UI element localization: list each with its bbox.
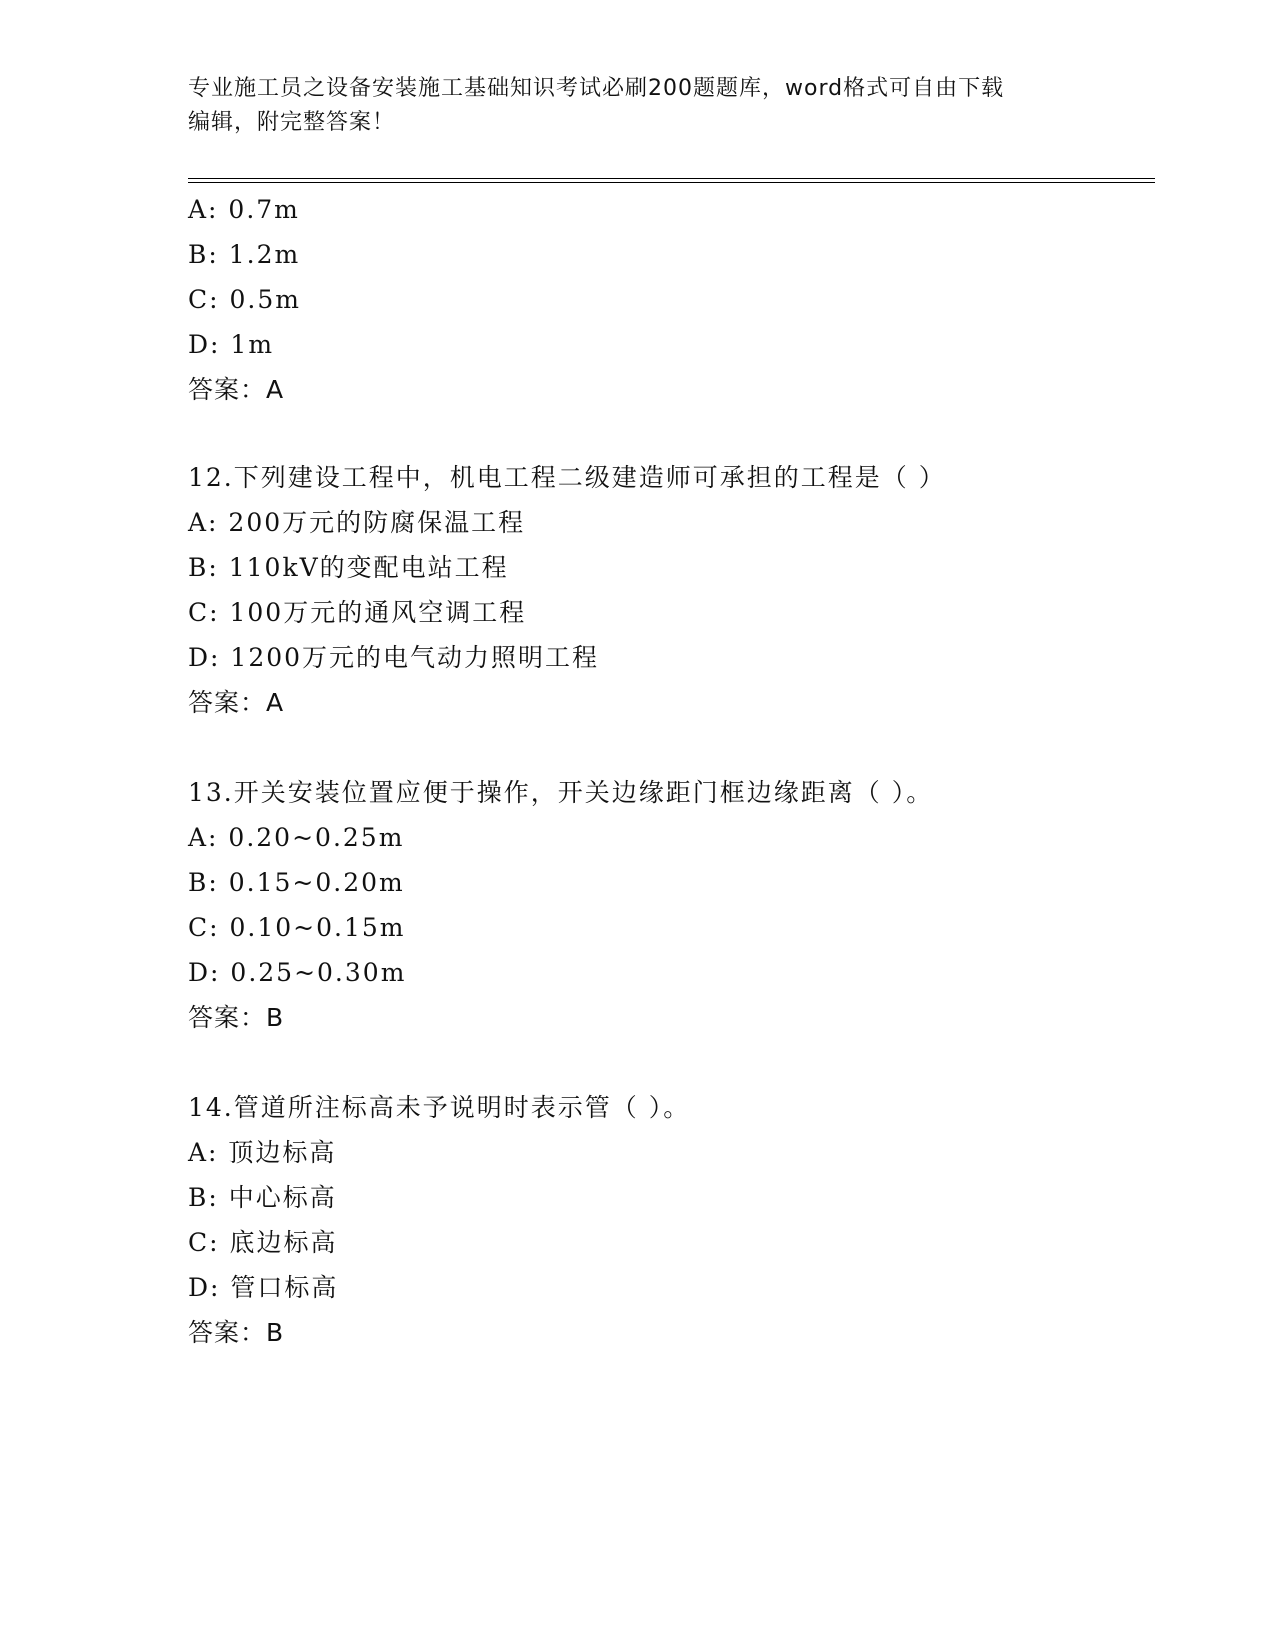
q13-option-c: C: 0.10~0.15m [188,913,406,942]
q12-answer: 答案：A [188,688,285,717]
header-divider-bottom [188,182,1155,183]
q13-option-b: B: 0.15~0.20m [188,868,405,897]
header-line-1: 专业施工员之设备安装施工基础知识考试必刷200题题库，word格式可自由下载 [188,76,1005,101]
q12-option-c: C: 100万元的通风空调工程 [188,598,527,627]
q13-option-a: A: 0.20~0.25m [188,823,405,852]
q14-option-a: A: 顶边标高 [188,1138,337,1167]
header-line-2: 编辑，附完整答案！ [188,110,396,135]
q13-answer: 答案：B [188,1003,285,1032]
q12-option-a: A: 200万元的防腐保温工程 [188,508,526,537]
q12-option-d: D: 1200万元的电气动力照明工程 [188,643,600,672]
q13-question: 13.开关安装位置应便于操作，开关边缘距门框边缘距离（ ）。 [188,778,934,807]
q11-option-b: B: 1.2m [188,240,301,269]
q14-answer: 答案：B [188,1318,285,1347]
q13-option-d: D: 0.25~0.30m [188,958,407,987]
header-divider-top [188,178,1155,179]
q12-option-b: B: 110kV的变配电站工程 [188,553,509,582]
q11-option-c: C: 0.5m [188,285,301,314]
q12-question: 12.下列建设工程中，机电工程二级建造师可承担的工程是（ ） [188,463,946,492]
q14-option-d: D: 管口标高 [188,1273,339,1302]
q11-option-a: A: 0.7m [188,195,300,224]
q14-option-b: B: 中心标高 [188,1183,337,1212]
q11-option-d: D: 1m [188,330,275,359]
q14-question: 14.管道所注标高未予说明时表示管（ ）。 [188,1093,691,1122]
document-header [188,72,1088,140]
q14-option-c: C: 底边标高 [188,1228,338,1257]
q11-answer: 答案：A [188,375,285,404]
